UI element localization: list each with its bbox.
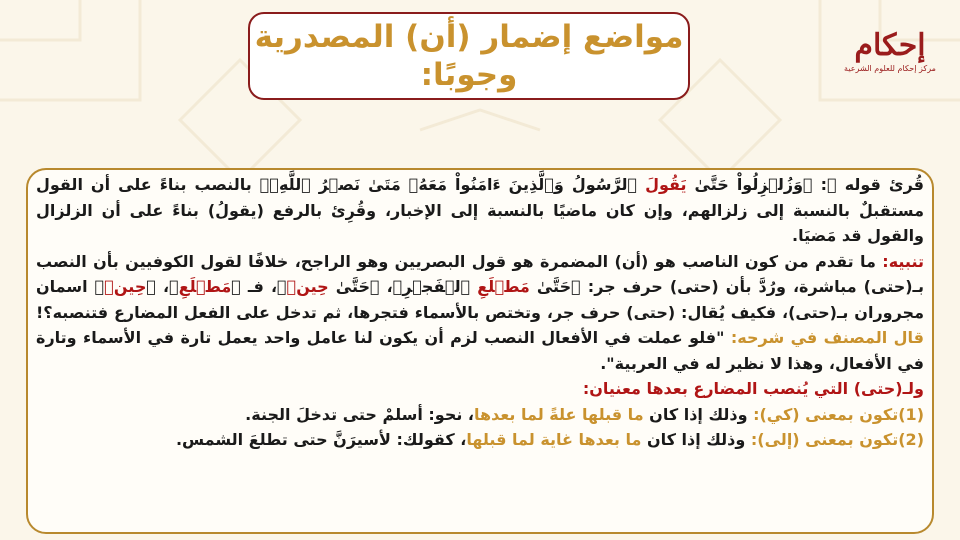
- verse-highlight: مَطۡلَعِ: [178, 277, 232, 296]
- logo: [840, 28, 940, 90]
- body-text: بالنصب بناءً على أن القول مستقبلٌ بالنسبة إلى زلزالهم، وإن كان ماضيًا بالنسبة إلى الإخبار، وقُرِئ بالرفع (يقولُ) بناءً على أن الزلزال والقول قد مَضيَا.: [36, 175, 924, 245]
- list-item: [36, 427, 924, 453]
- body-text: ما تقدم من كون الناصب هو (أن) المضمرة هو قول البصريين وهو الراجح، خلافًا لقول الكوفيين بأن النصب بـ(حتى) مباشرة، ورُدَّ بأن (حتى) حرف جر:: [36, 251, 925, 296]
- section-heading: ولـ(حتى) التي يُنصب المضارع بعدها معنيان:: [582, 379, 924, 398]
- verse-highlight: حِينٖ: [286, 277, 329, 296]
- item-highlight: ما قبلها علةً لما بعدها: [474, 404, 644, 424]
- verse-text: ﴿: [146, 277, 156, 296]
- verse-text: ٱلرَّسُولُ وَٱلَّذِينَ ءَامَنُواْ مَعَهُۥ مَتَىٰ نَصۡرُ ٱللَّهِۗ﴾: [259, 175, 646, 194]
- verse-text: ﴾: [277, 277, 287, 296]
- verse-highlight: مَطۡلَعِ: [477, 277, 530, 296]
- author-label: قال المصنف في شرحه:: [730, 328, 925, 347]
- separator: ، فـ: [240, 277, 278, 296]
- item-label: تكون بمعنى (كي):: [753, 404, 899, 424]
- item-number: (2): [898, 430, 924, 449]
- logo-wordmark: إحكام: [854, 28, 926, 63]
- verse-highlight: يَقُولَ: [645, 175, 687, 194]
- page-subtitle: وجوبًا:: [420, 57, 518, 93]
- separator: ،: [379, 277, 393, 296]
- intro-text: قُرئ قوله ﷻ:: [812, 175, 925, 194]
- verse-text: ﴿حَتَّىٰ: [328, 277, 380, 296]
- title-box: [248, 12, 690, 100]
- body-text: ، كقولك: لأسيرَنَّ حتى تطلعَ الشمس.: [175, 430, 467, 449]
- body-text: وذلك إذا كان: [643, 404, 754, 424]
- body-text: ، نحو: أسلمْ حتى تدخلَ الجنة.: [245, 404, 474, 424]
- separator: ،: [155, 277, 170, 296]
- paragraph-reading: [36, 172, 924, 249]
- paragraph-note: [36, 249, 924, 377]
- verse-text: ﴿وَزُلۡزِلُواْ حَتَّىٰ: [686, 175, 813, 194]
- verse-text: ٱلۡفَجۡرِ﴾: [392, 277, 478, 296]
- content-text: [36, 172, 924, 453]
- logo-subtitle: مركز إحكام للعلوم الشرعية: [844, 64, 936, 73]
- verse-text: ﴾: [169, 277, 179, 296]
- note-label: تنبيه:: [882, 251, 924, 271]
- page-title: مواضع إضمار (أن) المصدرية: [254, 19, 684, 55]
- verse-text: ﴿حَتَّىٰ: [529, 277, 581, 296]
- item-number: (1): [898, 404, 924, 424]
- body-text: اسمان مجروران بـ(حتى)، فكيف يُقال: (حتى) حرف جر، وتختص بالأسماء فتجرها، ثم تدخل على الفعل المضارع فتنصبه؟!: [36, 277, 924, 322]
- body-text: وذلك إذا كان: [641, 430, 751, 449]
- item-highlight: ما بعدها غاية لما قبلها: [466, 430, 642, 449]
- verse-highlight: حِينٖ: [104, 277, 147, 296]
- item-label: تكون بمعنى (إلى):: [750, 430, 899, 449]
- verse-text: ﴾: [94, 277, 105, 296]
- quote-text: "فلو عملت في الأفعال النصب لزم أن يكون لنا عامل واحد يعمل تارة في الأسماء وتارة في الأفعال، وهذا لا نظير له في العربية".: [36, 328, 924, 373]
- list-item: [36, 402, 924, 428]
- verse-text: ﴿: [231, 277, 241, 296]
